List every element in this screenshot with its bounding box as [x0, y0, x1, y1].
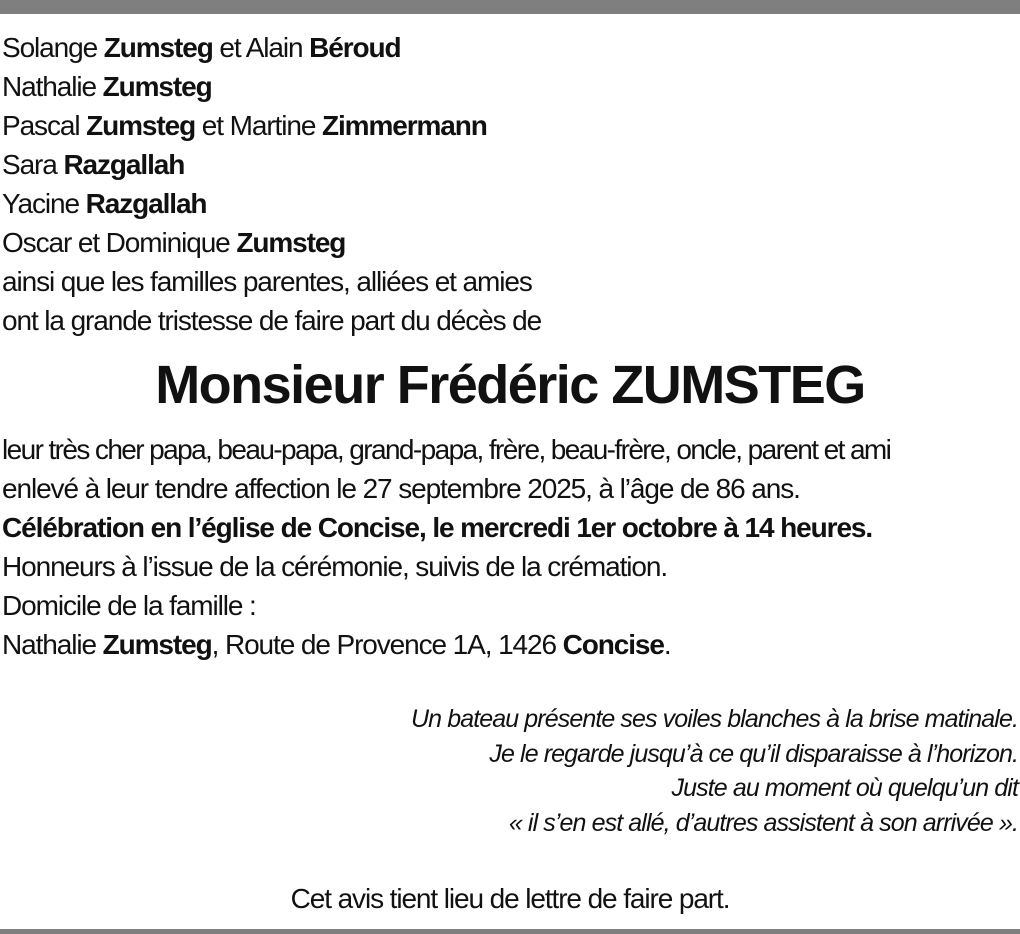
- quote-line: Juste au moment où quelqu’un dit: [671, 774, 1018, 802]
- last-name: Zumsteg: [102, 629, 212, 660]
- notice-body: [2, 430, 1020, 664]
- closing-text: Cet avis tient lieu de lettre de faire part.: [290, 883, 730, 914]
- last-name: Razgallah: [85, 188, 207, 219]
- domicile-label: Domicile de la famille :: [2, 590, 256, 621]
- quote-line: Je le regarde jusqu’à ce qu’il disparaisse à l’horizon.: [489, 739, 1018, 768]
- celebration-text: Célébration en l’église de Concise, le mercredi 1er octobre à 14 heures.: [2, 512, 873, 543]
- family-line: [2, 67, 1018, 106]
- family-line: [2, 223, 1018, 262]
- period-text: .: [663, 629, 671, 660]
- first-name: Oscar et Dominique: [2, 227, 237, 258]
- connector-text: et Martine: [195, 110, 322, 141]
- family-line: [2, 184, 1018, 223]
- last-name: Zumsteg: [102, 71, 212, 102]
- family-line: [2, 145, 1018, 184]
- last-name: Zimmermann: [321, 110, 487, 141]
- last-name: Zumsteg: [86, 110, 196, 141]
- last-name: Béroud: [309, 32, 401, 63]
- quote-line: « il s’en est allé, d’autres assistent à son arrivée ».: [508, 808, 1018, 837]
- first-name: Nathalie: [2, 71, 103, 102]
- first-name: Nathalie: [2, 629, 103, 660]
- last-name: Zumsteg: [103, 32, 213, 63]
- honours-text: Honneurs à l’issue de la cérémonie, suivis de la crémation.: [2, 551, 668, 582]
- street-text: , Route de Provence 1A, 1426: [211, 629, 563, 660]
- bottom-rule: [0, 929, 1020, 934]
- family-line: [2, 106, 1018, 145]
- deceased-name: Monsieur Frédéric ZUMSTEG: [155, 355, 865, 415]
- family-address: [2, 625, 1020, 664]
- last-name: Razgallah: [63, 149, 185, 180]
- first-name: Pascal: [2, 110, 87, 141]
- first-name: Solange: [2, 32, 104, 63]
- first-name: Yacine: [2, 188, 86, 219]
- announcement-text: ont la grande tristesse de faire part du décès de: [2, 305, 542, 336]
- first-name: Sara: [2, 149, 64, 180]
- family-list: [2, 28, 1018, 340]
- last-name: Zumsteg: [236, 227, 346, 258]
- families-extra: ainsi que les familles parentes, alliées et amies: [2, 266, 532, 297]
- quote-line: Un bateau présente ses voiles blanches à la brise matinale.: [410, 705, 1018, 733]
- family-line: [2, 28, 1018, 67]
- connector-text: et Alain: [212, 32, 310, 63]
- top-rule: [0, 0, 1020, 14]
- relation-text: leur très cher papa, beau-papa, grand-papa, frère, beau-frère, oncle, parent et ami: [2, 434, 891, 465]
- city-name: Concise: [562, 629, 664, 660]
- quote-block: [118, 702, 1018, 840]
- death-text: enlevé à leur tendre affection le 27 septembre 2025, à l’âge de 86 ans.: [2, 473, 800, 504]
